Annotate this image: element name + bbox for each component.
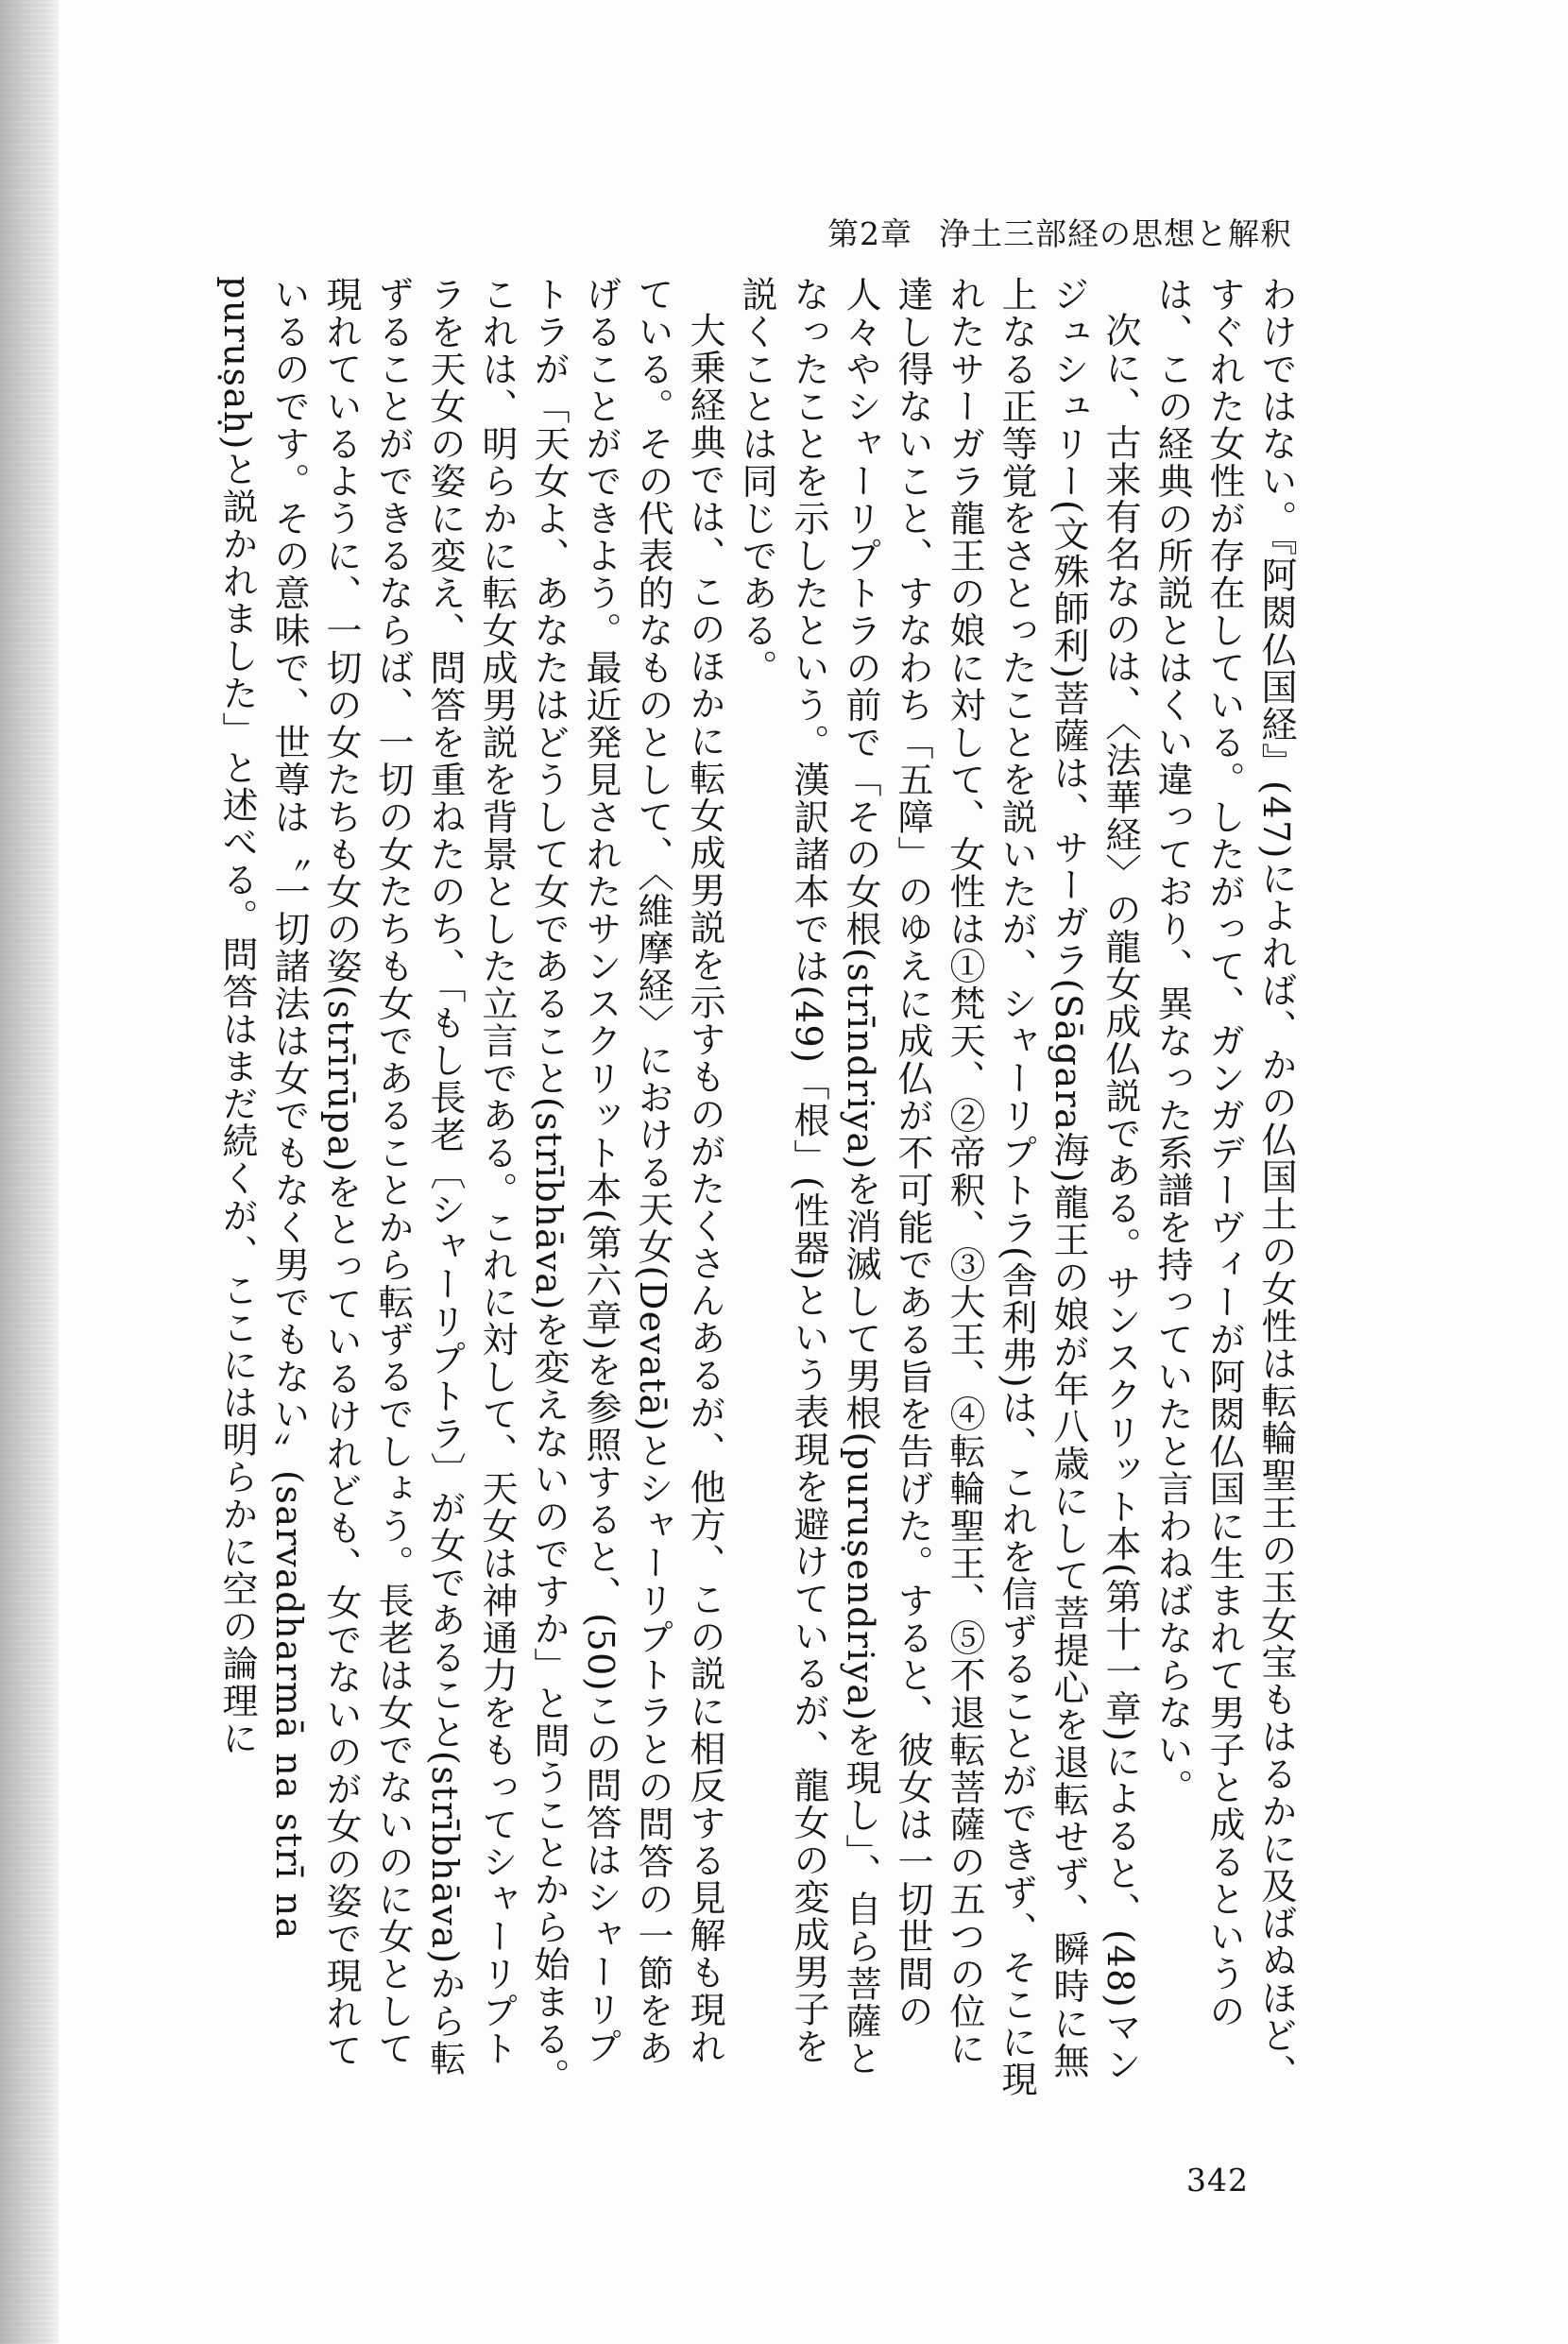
chapter-number: 第2章 <box>827 215 912 252</box>
paragraph-3: 大乗経典では、このほかに転女成男説を示すものがたくさんあるが、他方、この説に相反する見解も現れている。その代表的なものとして、〈維摩経〉における天女(Devatā)とシャーリプトラとの問答の一節をあげることができよう。最近発見されたサンスクリット本(第六章)を参照すると、(50)この問答はシャーリプトラが「天女よ、あなたはどうして女であること(strībhāva)を変えないのですか」と問うことから始まる。これは、明らかに転女成男説を背景とした立言である。これに対して、天女は神通力をもってシャーリプトラを天女の姿に変え、問答を重ねたのち、「もし長老〔シャーリプトラ〕が女であること(strībhāva)から転ずることができるならば、一切の女たちも女であることから転ずるでしょう。長老は女でないのに女として現れているように、一切の女たちも女の姿(strīrūpa)をとっているけれども、女でないのが女の姿で現れているのです。その意味で、世尊は〝一切諸法は女でもなく男でもない〟(sarvadharmā na strī na puruṣaḥ)と説かれました」と述べる。問答はまだ続くが、ここには明らかに空の論理に <box>216 276 725 2096</box>
paragraph-2: 次に、古来有名なのは、〈法華経〉の龍女成仏説である。サンスクリット本(第十一章)によると、(48)マンジュシュリー(文殊師利)菩薩は、サーガラ(Sāgara海)龍王の娘が年八歳にして菩提心を退転せず、瞬時に無上なる正等覚をさとったことを説いたが、シャーリプトラ(舎利弗)は、これを信ずることができず、そこに現れたサーガラ龍王の娘に対して、女性は①梵天、②帝釈、③大王、④転輪聖王、⑤不退転菩薩の五つの位に達し得ないこと、すなわち「五障」のゆえに成仏が不可能である旨を告げた。すると、彼女は一切世間の人々やシャーリプトラの前で「その女根(strīndriya)を消滅して男根(puruṣendriya)を現し」、自ら菩薩となったことを示したという。漢訳諸本では(49)「根」(性器)という表現を避けているが、龍女の変成男子を説くことは同じである。 <box>736 276 1141 2098</box>
paragraph-1: わけではない。『阿閦仏国経』(47)によれば、かの仏国土の女性は転輪聖王の玉女宝もはるかに及ばぬほど、すぐれた女性が存在している。したがって、ガンガデーヴィーが阿閦仏国に生まれて男子と成るというのは、この経典の所説とはくい違っており、異なった系譜を持っていたと言わねばならない。 <box>1151 276 1297 2092</box>
body-text <box>74 276 1302 2099</box>
running-header <box>827 210 1292 254</box>
chapter-title: 浄土三部経の思想と解釈 <box>939 215 1292 252</box>
page-number: 342 <box>1186 2162 1249 2199</box>
scan-edge-shadow <box>0 0 59 2344</box>
